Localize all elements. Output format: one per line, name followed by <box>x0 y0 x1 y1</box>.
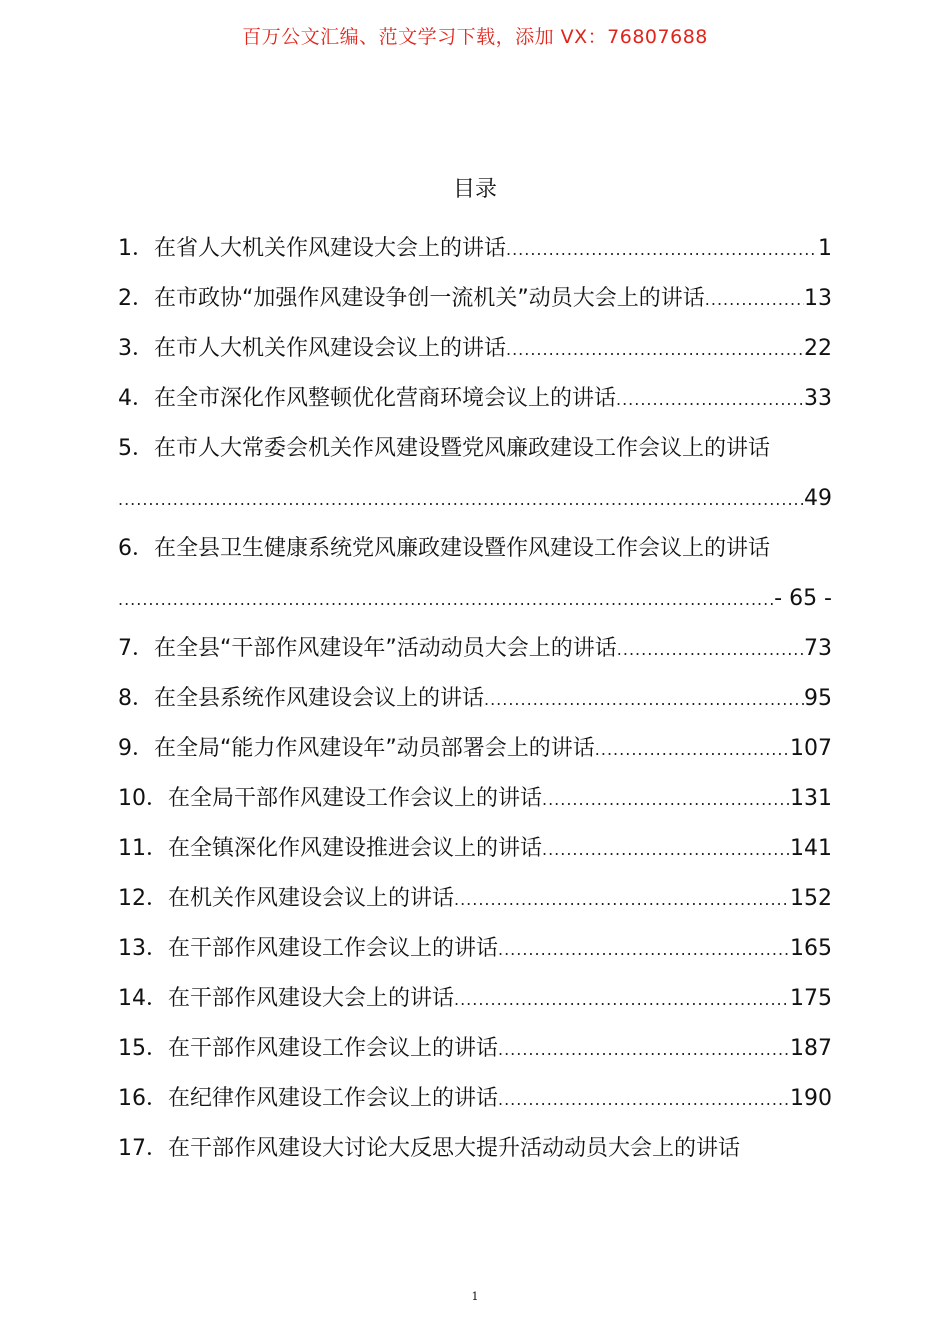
toc-entry-label: 11．在全镇深化作风建设推进会议上的讲话 <box>118 836 542 861</box>
toc-entry-6-continuation[interactable] <box>118 574 832 624</box>
dot-leader <box>498 1075 790 1125</box>
toc-entry-9[interactable] <box>118 724 832 774</box>
toc-entry-page: 1 <box>818 236 832 261</box>
toc-entry-label: 10．在全局干部作风建设工作会议上的讲话 <box>118 786 542 811</box>
dot-leader <box>484 675 804 725</box>
toc-entry-label: 5．在市人大常委会机关作风建设暨党风廉政建设工作会议上的讲话 <box>118 436 770 461</box>
dot-leader <box>498 1025 790 1075</box>
toc-entry-13[interactable] <box>118 924 832 974</box>
dot-leader <box>506 225 818 275</box>
toc-entry-label: 8．在全县系统作风建设会议上的讲话 <box>118 686 484 711</box>
toc-entry-6[interactable] <box>118 524 832 574</box>
toc-entry-page: 73 <box>804 636 832 661</box>
dot-leader <box>705 275 804 325</box>
dot-leader <box>542 825 790 875</box>
toc-entry-10[interactable] <box>118 774 832 824</box>
toc-entry-label: 12．在机关作风建设会议上的讲话 <box>118 886 454 911</box>
toc-entry-label: 7．在全县“干部作风建设年”活动动员大会上的讲话 <box>118 636 617 661</box>
toc-entry-label: 1．在省人大机关作风建设大会上的讲话 <box>118 236 506 261</box>
dot-leader <box>454 975 790 1025</box>
table-of-contents <box>118 224 832 1174</box>
toc-entry-label: 13．在干部作风建设工作会议上的讲话 <box>118 936 498 961</box>
page-number: 1 <box>471 1290 479 1303</box>
dot-leader <box>118 575 774 625</box>
toc-entry-page: 33 <box>804 386 832 411</box>
toc-entry-label: 16．在纪律作风建设工作会议上的讲话 <box>118 1086 498 1111</box>
toc-entry-page: 187 <box>790 1036 832 1061</box>
toc-entry-2[interactable] <box>118 274 832 324</box>
toc-entry-label: 2．在市政协“加强作风建设争创一流机关”动员大会上的讲话 <box>118 286 705 311</box>
dot-leader <box>454 875 790 925</box>
toc-entry-label: 4．在全市深化作风整顿优化营商环境会议上的讲话 <box>118 386 616 411</box>
toc-entry-page: 152 <box>790 886 832 911</box>
toc-entry-16[interactable] <box>118 1074 832 1124</box>
toc-entry-page: 13 <box>804 286 832 311</box>
toc-entry-page: 49 <box>804 486 832 511</box>
toc-entry-page: 165 <box>790 936 832 961</box>
toc-entry-page: - 65 - <box>774 586 832 611</box>
toc-entry-page: 141 <box>790 836 832 861</box>
dot-leader <box>498 925 790 975</box>
toc-entry-4[interactable] <box>118 374 832 424</box>
toc-entry-8[interactable] <box>118 674 832 724</box>
toc-entry-14[interactable] <box>118 974 832 1024</box>
toc-entry-page: 175 <box>790 986 832 1011</box>
dot-leader <box>542 775 790 825</box>
toc-entry-3[interactable] <box>118 324 832 374</box>
toc-entry-5[interactable] <box>118 424 832 474</box>
toc-entry-label: 14．在干部作风建设大会上的讲话 <box>118 986 454 1011</box>
toc-entry-page: 22 <box>804 336 832 361</box>
dot-leader <box>617 625 804 675</box>
toc-entry-17[interactable] <box>118 1124 832 1174</box>
toc-entry-label: 6．在全县卫生健康系统党风廉政建设暨作风建设工作会议上的讲话 <box>118 536 770 561</box>
toc-entry-page: 190 <box>790 1086 832 1111</box>
toc-entry-label: 9．在全局“能力作风建设年”动员部署会上的讲话 <box>118 736 595 761</box>
toc-entry-11[interactable] <box>118 824 832 874</box>
toc-title: 目录 <box>452 177 497 202</box>
toc-entry-7[interactable] <box>118 624 832 674</box>
toc-entry-12[interactable] <box>118 874 832 924</box>
toc-entry-page: 131 <box>790 786 832 811</box>
toc-entry-5-continuation[interactable] <box>118 474 832 524</box>
dot-leader <box>595 725 790 775</box>
toc-entry-label: 3．在市人大机关作风建设会议上的讲话 <box>118 336 506 361</box>
toc-entry-1[interactable] <box>118 224 832 274</box>
toc-entry-label: 17．在干部作风建设大讨论大反思大提升活动动员大会上的讲话 <box>118 1136 740 1161</box>
dot-leader <box>616 375 804 425</box>
toc-entry-15[interactable] <box>118 1024 832 1074</box>
watermark-banner: 百万公文汇编、范文学习下载，添加 VX：76807688 <box>242 26 708 48</box>
toc-entry-page: 95 <box>804 686 832 711</box>
dot-leader <box>506 325 804 375</box>
dot-leader <box>118 475 804 525</box>
toc-entry-label: 15．在干部作风建设工作会议上的讲话 <box>118 1036 498 1061</box>
toc-entry-page: 107 <box>790 736 832 761</box>
